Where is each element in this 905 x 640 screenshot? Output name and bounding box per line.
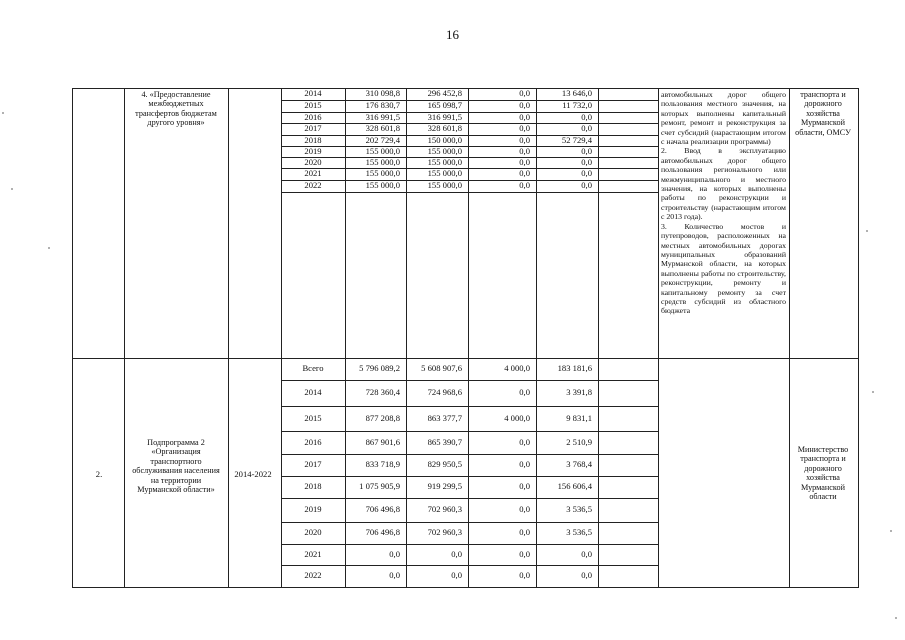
s2-row-regional: 829 950,5 bbox=[427, 459, 462, 469]
table-rule-h bbox=[598, 146, 658, 147]
s1-row-regional: 155 000,0 bbox=[427, 156, 462, 167]
s2-row-local: 3 391,8 bbox=[566, 387, 592, 397]
s2-row-year: 2016 bbox=[304, 436, 322, 447]
section1-executor: транспорта и дорожного хозяйства Мурманской области, ОМСУ bbox=[795, 90, 851, 137]
table-rule-h bbox=[281, 431, 658, 432]
s2-row-local: 183 181,6 bbox=[557, 363, 592, 373]
s2-row-total: 833 718,9 bbox=[365, 459, 400, 469]
s2-row-local: 0,0 bbox=[581, 570, 592, 580]
section2-period: 2014-2022 bbox=[234, 469, 272, 479]
s2-row-regional: 5 608 907,6 bbox=[421, 363, 462, 373]
table-rule-h bbox=[598, 112, 658, 113]
s2-row-regional: 863 377,7 bbox=[427, 412, 462, 423]
s1-row-local: 0,0 bbox=[581, 168, 592, 178]
s2-row-total: 877 208,8 bbox=[365, 412, 400, 423]
s2-row-federal: 0,0 bbox=[519, 548, 530, 559]
s2-row-federal: 0,0 bbox=[519, 459, 530, 469]
s2-row-federal: 0,0 bbox=[519, 527, 530, 537]
s2-row-local: 0,0 bbox=[581, 548, 592, 559]
s2-row-year: 2022 bbox=[304, 570, 322, 580]
s2-row-local: 3 768,4 bbox=[566, 459, 592, 469]
s1-row-total: 328 601,8 bbox=[365, 123, 400, 133]
s2-row-local: 3 536,5 bbox=[566, 527, 592, 537]
s2-row-year: 2014 bbox=[304, 387, 322, 397]
table-rule-h bbox=[281, 454, 658, 455]
s1-row-local: 0,0 bbox=[581, 123, 592, 133]
s2-row-local: 156 606,4 bbox=[557, 481, 592, 491]
table-rule-h bbox=[72, 587, 858, 588]
s2-row-federal: 0,0 bbox=[519, 387, 530, 397]
table-rule-h bbox=[281, 544, 658, 545]
s1-row-federal: 0,0 bbox=[519, 123, 530, 133]
section2-number: 2. bbox=[95, 469, 103, 479]
s1-row-local: 13 646,0 bbox=[561, 88, 592, 98]
s1-row-year: 2018 bbox=[304, 134, 322, 145]
s2-row-federal: 4 000,0 bbox=[504, 412, 530, 423]
table-rule-h bbox=[598, 123, 658, 124]
s1-row-local: 11 732,0 bbox=[562, 100, 592, 110]
s2-row-federal: 4 000,0 bbox=[504, 363, 530, 373]
s2-row-total: 5 796 089,2 bbox=[359, 363, 400, 373]
s2-row-year: 2015 bbox=[304, 412, 322, 423]
s2-row-local: 2 510,9 bbox=[566, 436, 592, 447]
s1-row-year: 2021 bbox=[304, 168, 322, 178]
s1-row-total: 155 000,0 bbox=[365, 168, 400, 178]
table-rule-h bbox=[281, 498, 658, 499]
s2-row-total: 706 496,8 bbox=[365, 504, 400, 514]
s1-row-year: 2022 bbox=[304, 180, 322, 190]
s1-row-federal: 0,0 bbox=[519, 88, 530, 98]
s1-row-total: 155 000,0 bbox=[365, 180, 400, 190]
section1-item-name: 4. «Предоставление межбюджетных трансфертов бюджетам другого уровня» bbox=[135, 90, 217, 128]
s1-row-total: 176 830,7 bbox=[365, 100, 400, 110]
s1-row-year: 2014 bbox=[304, 88, 322, 98]
s1-row-regional: 155 000,0 bbox=[427, 168, 462, 178]
s1-row-year: 2016 bbox=[304, 111, 322, 122]
table-rule-h bbox=[281, 406, 658, 407]
s2-row-year: 2021 bbox=[304, 548, 322, 559]
indicator-3: 3. Количество мостов и путепроводов, расположенных на местных автомобильных дорогах муниципальных образований Мурманской области, на которых выполнены работы по строительству, реконструкции, ремонту и капитальному ремонту за счет средств субсидий из областного бюджета bbox=[661, 221, 786, 316]
table-rule-h bbox=[281, 192, 598, 193]
page-number: 16 bbox=[446, 27, 459, 42]
s2-row-total: 0,0 bbox=[389, 548, 400, 559]
s1-row-federal: 0,0 bbox=[519, 134, 530, 145]
indicator-1: автомобильных дорог общего пользования местного значения, на которых выполнены капитальный ремонт, ремонт и реконструкция за счет субсидий (нарастающим итогом с начала реализации программы) bbox=[661, 90, 786, 147]
s1-row-federal: 0,0 bbox=[519, 180, 530, 190]
s2-row-local: 9 831,1 bbox=[566, 412, 592, 423]
s2-row-regional: 865 390,7 bbox=[427, 436, 462, 447]
s2-row-total: 1 075 905,9 bbox=[359, 481, 400, 491]
s2-row-total: 0,0 bbox=[389, 570, 400, 580]
s1-row-federal: 0,0 bbox=[519, 100, 530, 110]
s1-row-local: 52 729,4 bbox=[561, 134, 592, 145]
table-rule-v bbox=[598, 88, 599, 588]
table-rule-h bbox=[598, 157, 658, 158]
s1-row-regional: 296 452,8 bbox=[427, 88, 462, 98]
table-rule-v bbox=[228, 88, 229, 588]
s1-row-local: 0,0 bbox=[581, 111, 592, 122]
table-rule-h bbox=[598, 192, 658, 193]
s1-row-regional: 165 098,7 bbox=[427, 100, 462, 110]
table-rule-v bbox=[858, 88, 859, 588]
table-rule-h bbox=[281, 522, 658, 523]
table-rule-v bbox=[124, 88, 125, 588]
s1-row-local: 0,0 bbox=[581, 180, 592, 190]
s2-row-regional: 0,0 bbox=[451, 548, 462, 559]
section1-indicators bbox=[661, 90, 786, 316]
s2-row-regional: 724 968,6 bbox=[427, 387, 462, 397]
table-rule-h bbox=[598, 168, 658, 169]
s1-row-year: 2019 bbox=[304, 145, 322, 156]
table-rule-v bbox=[658, 88, 659, 588]
s1-row-regional: 316 991,5 bbox=[427, 111, 462, 122]
s1-row-total: 155 000,0 bbox=[365, 156, 400, 167]
s2-row-year: 2019 bbox=[304, 504, 322, 514]
s2-row-federal: 0,0 bbox=[519, 504, 530, 514]
s1-row-total: 310 098,8 bbox=[365, 88, 400, 98]
s2-row-total: 706 496,8 bbox=[365, 527, 400, 537]
s2-row-total: 728 360,4 bbox=[365, 387, 400, 397]
s1-row-federal: 0,0 bbox=[519, 168, 530, 178]
s1-row-local: 0,0 bbox=[581, 156, 592, 167]
table-rule-h bbox=[72, 358, 858, 359]
s1-row-regional: 150 000,0 bbox=[427, 134, 462, 145]
indicator-2: 2. Ввод в эксплуатацию автомобильных дорог общего пользования регионального или межмуниципального и местного значения, на которых выполнены работы по реконструкции и строительству (нарастающим итогом с 2013 года). bbox=[661, 146, 786, 222]
s1-row-federal: 0,0 bbox=[519, 111, 530, 122]
s1-row-total: 316 991,5 bbox=[365, 111, 400, 122]
s1-row-regional: 155 000,0 bbox=[427, 145, 462, 156]
s2-row-federal: 0,0 bbox=[519, 481, 530, 491]
s1-row-total: 155 000,0 bbox=[365, 145, 400, 156]
s1-row-regional: 155 000,0 bbox=[427, 180, 462, 190]
s1-row-year: 2017 bbox=[304, 123, 322, 133]
s2-row-federal: 0,0 bbox=[519, 570, 530, 580]
s1-row-year: 2015 bbox=[304, 100, 322, 110]
table-rule-h bbox=[281, 565, 658, 566]
s2-row-regional: 0,0 bbox=[451, 570, 462, 580]
s2-row-year: 2018 bbox=[304, 481, 322, 491]
table-rule-h bbox=[281, 476, 658, 477]
table-rule-v bbox=[72, 88, 73, 588]
table-rule-h bbox=[598, 135, 658, 136]
s2-row-local: 3 536,5 bbox=[566, 504, 592, 514]
s1-row-federal: 0,0 bbox=[519, 145, 530, 156]
table-rule-v bbox=[789, 88, 790, 588]
table-rule-h bbox=[72, 88, 858, 89]
s2-row-year: 2017 bbox=[304, 459, 322, 469]
s1-row-year: 2020 bbox=[304, 156, 322, 167]
s2-row-regional: 702 960,3 bbox=[427, 527, 462, 537]
table-rule-h bbox=[281, 380, 658, 381]
section2-executor: Министерство транспорта и дорожного хозяйства Мурманской области bbox=[797, 445, 849, 502]
s2-row-federal: 0,0 bbox=[519, 436, 530, 447]
s1-row-local: 0,0 bbox=[581, 145, 592, 156]
s1-row-federal: 0,0 bbox=[519, 156, 530, 167]
section2-item-name: Подпрограмма 2 «Организация транспортного обслуживания населения на территории Мурманской области» bbox=[132, 438, 220, 495]
s1-row-total: 202 729,4 bbox=[365, 134, 400, 145]
s2-row-regional: 919 299,5 bbox=[427, 481, 462, 491]
table-rule-h bbox=[598, 100, 658, 101]
s2-row-regional: 702 960,3 bbox=[427, 504, 462, 514]
s2-row-total: 867 901,6 bbox=[365, 436, 400, 447]
s2-row-year: Всего bbox=[302, 363, 324, 373]
s1-row-regional: 328 601,8 bbox=[427, 123, 462, 133]
table-rule-h bbox=[598, 180, 658, 181]
s2-row-year: 2020 bbox=[304, 527, 322, 537]
